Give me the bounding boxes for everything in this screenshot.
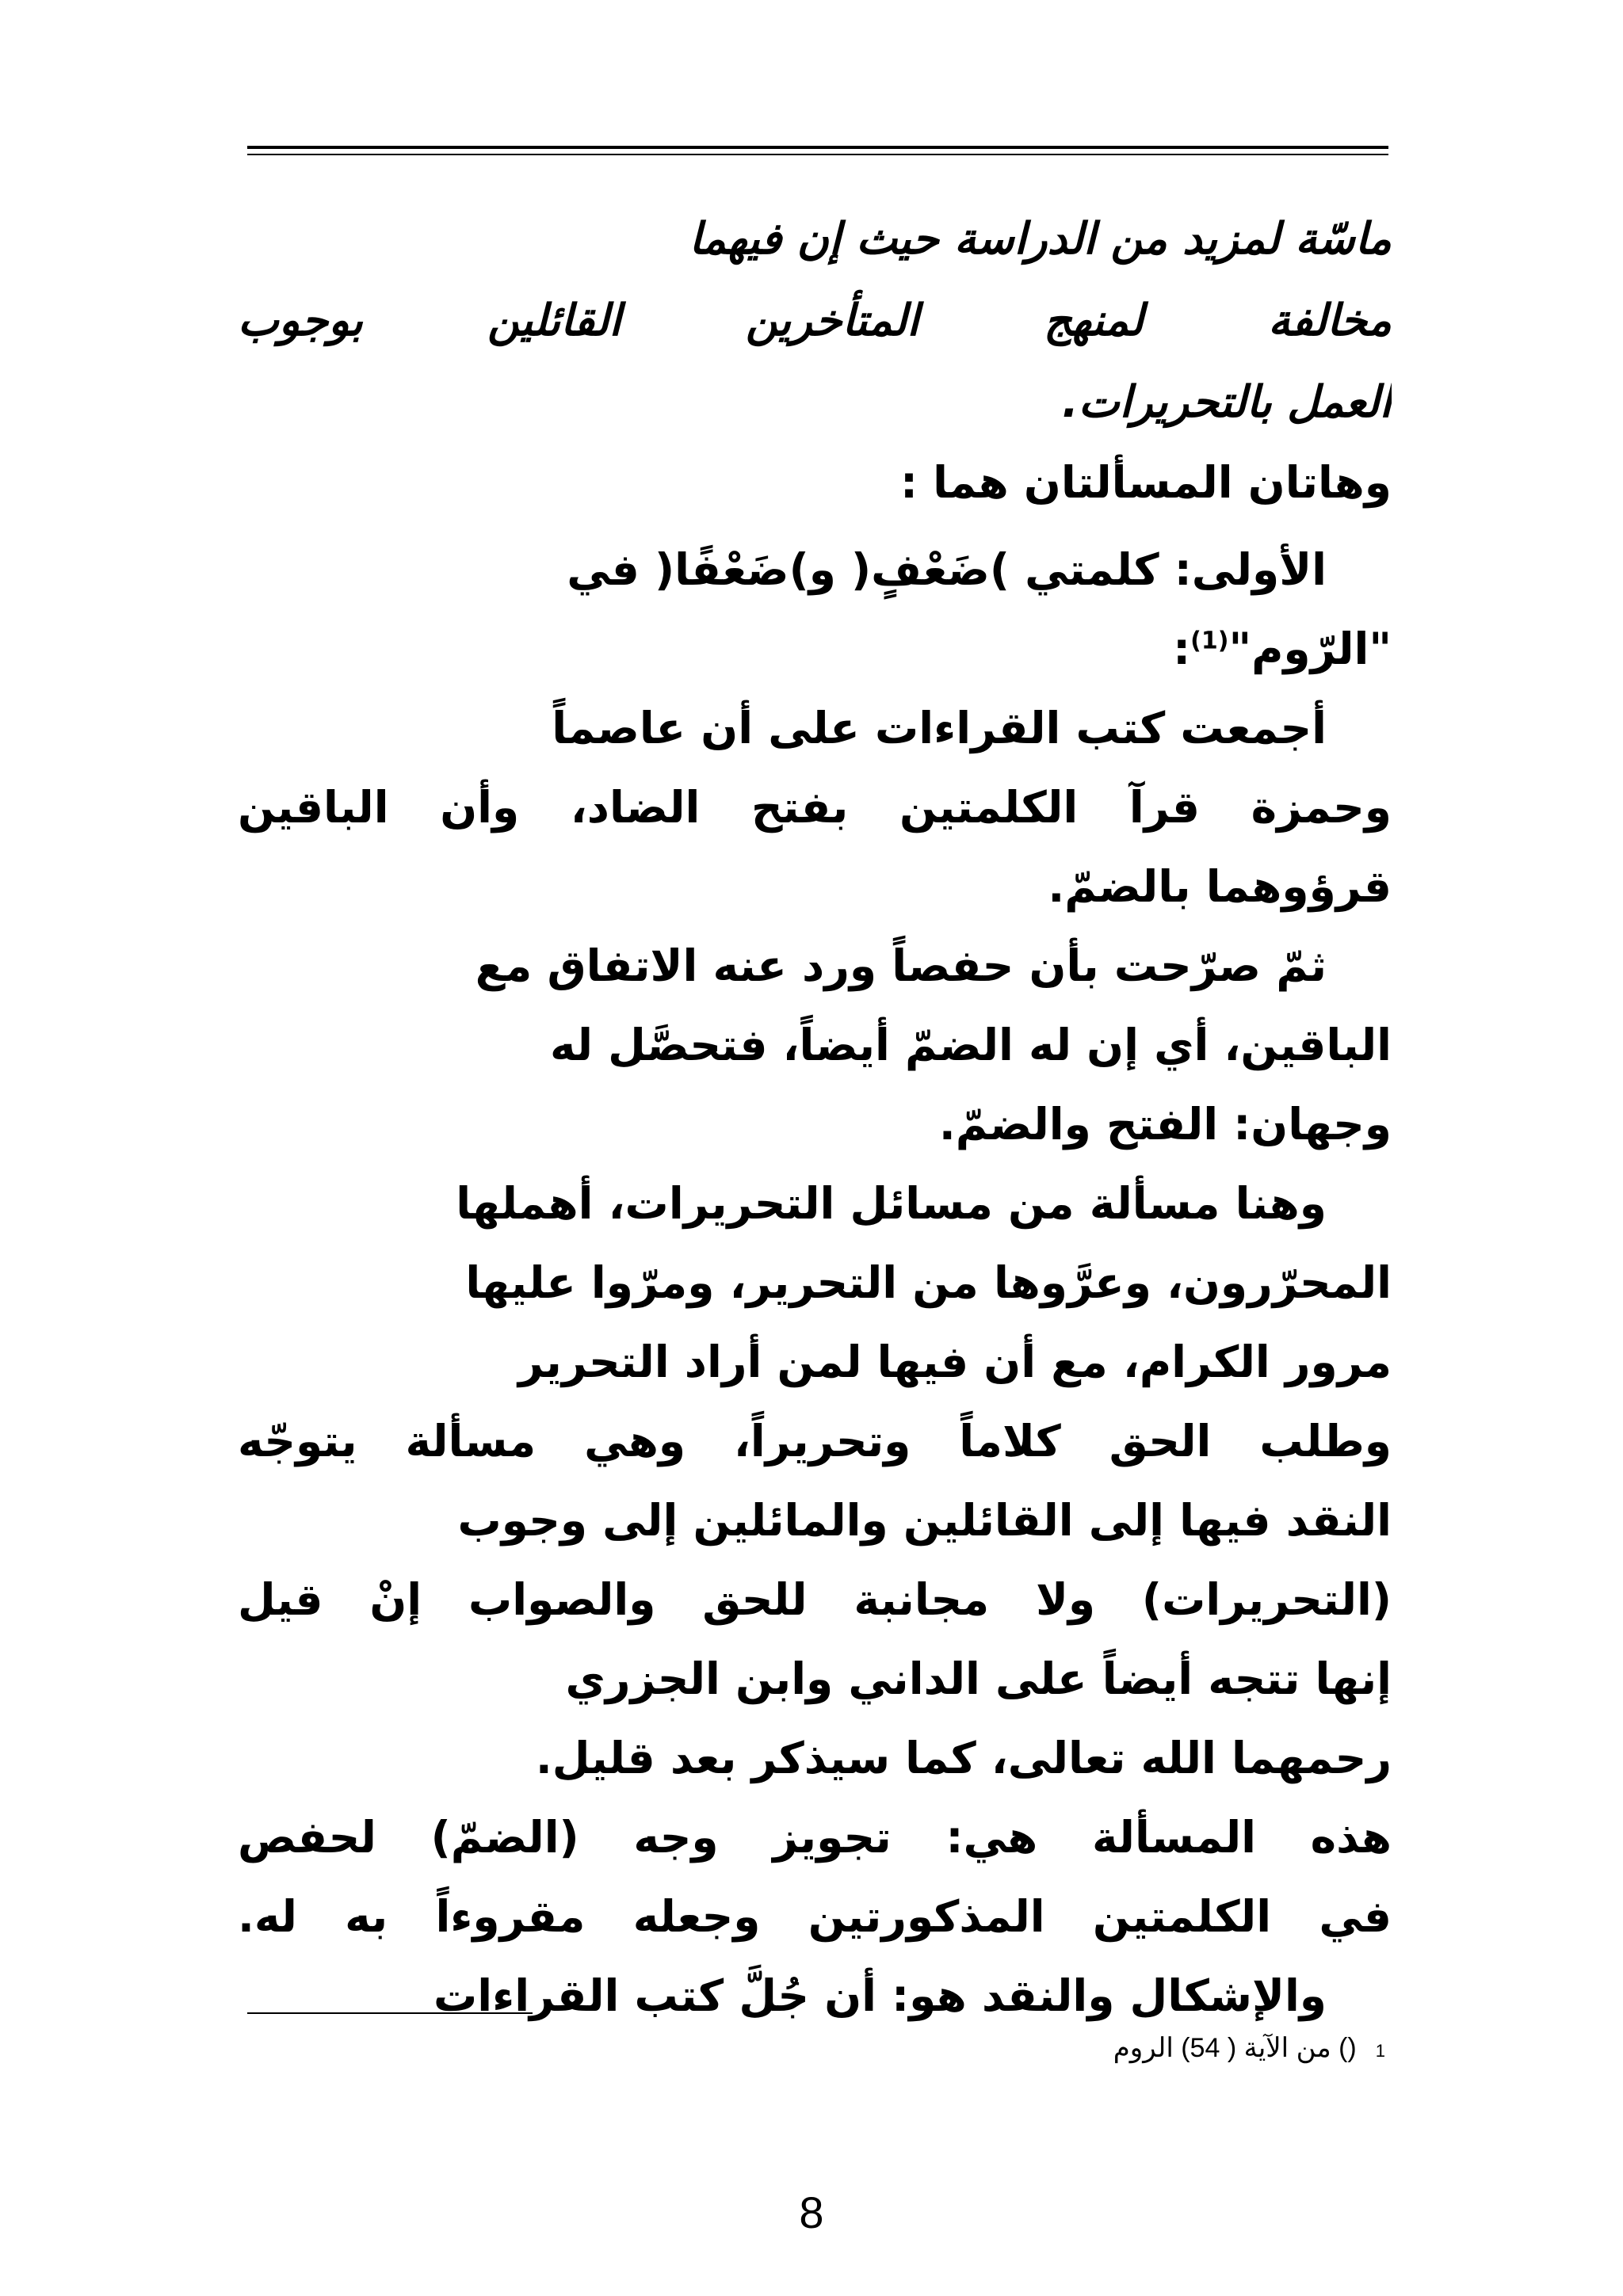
body-line-with-footnote-ref bbox=[238, 609, 1392, 688]
page-number: 8 bbox=[799, 2187, 824, 2237]
body-line: وطلب الحق كلاماً وتحريراً، وهي مسألة يتوجّه bbox=[238, 1416, 1392, 1466]
body-text bbox=[238, 198, 1392, 2035]
body-line: النقد فيها إلى القائلين والمائلين إلى وجوب bbox=[457, 1495, 1392, 1546]
body-line: وهاتان المسألتان هما : bbox=[899, 457, 1392, 508]
body-line: (التحريرات) ولا مجانبة للحق والصواب إنْ قيل bbox=[238, 1574, 1392, 1625]
body-line: قرؤوهما بالضمّ. bbox=[1048, 861, 1392, 912]
body-line: رحمهما الله تعالى، كما سيذكر بعد قليل. bbox=[535, 1733, 1392, 1783]
body-line-suffix: : bbox=[1173, 624, 1191, 674]
body-line: الأولى: كلمتي )ضَعْفٍ( و)ضَعْفًا( في bbox=[567, 544, 1327, 595]
footnote-reference: (1) bbox=[1190, 627, 1229, 655]
footnote-number: 1 bbox=[1375, 2041, 1385, 2061]
body-line: مخالفة لمنهج المتأخرين القائلين بوجوب bbox=[238, 295, 1392, 345]
body-line: وجهان: الفتح والضمّ. bbox=[938, 1099, 1392, 1150]
body-line-text: "الرّوم" bbox=[1228, 624, 1392, 674]
body-line: والإشكال والنقد هو: أن جُلَّ كتب القراءات bbox=[433, 1970, 1327, 2021]
header-rule-thick bbox=[247, 146, 1388, 149]
body-line: المحرّرون، وعرَّوها من التحرير، ومرّوا عليها bbox=[465, 1257, 1392, 1308]
body-line: الباقين، أي إن له الضمّ أيضاً، فتحصَّل له bbox=[549, 1020, 1392, 1070]
footnote-separator bbox=[247, 2012, 533, 2014]
body-line: إنها تتجه أيضاً على الداني وابن الجزري bbox=[565, 1653, 1392, 1704]
footnote bbox=[276, 2032, 1385, 2064]
footnote-text: () من الآية ( 54) الروم bbox=[1113, 2033, 1357, 2063]
body-line: وهنا مسألة من مسائل التحريرات، أهملها bbox=[456, 1178, 1327, 1229]
body-line: العمل بالتحريرات. bbox=[1061, 376, 1392, 427]
body-line: ثمّ صرّحت بأن حفصاً ورد عنه الاتفاق مع bbox=[475, 940, 1327, 991]
body-line: أجمعت كتب القراءات على أن عاصماً bbox=[552, 703, 1327, 753]
body-line: ماسّة لمزيد من الدراسة حيث إن فيهما bbox=[689, 213, 1392, 264]
header-rule-thin bbox=[247, 154, 1388, 155]
body-line: مرور الكرام، مع أن فيها لمن أراد التحرير bbox=[517, 1337, 1392, 1387]
body-line: في الكلمتين المذكورتين وجعله مقروءاً به له. bbox=[238, 1891, 1392, 1942]
body-line: وحمزة قرآ الكلمتين بفتح الضاد، وأن الباقين bbox=[238, 782, 1392, 833]
body-line: هذه المسألة هي: تجويز وجه (الضمّ) لحفص bbox=[238, 1812, 1392, 1863]
